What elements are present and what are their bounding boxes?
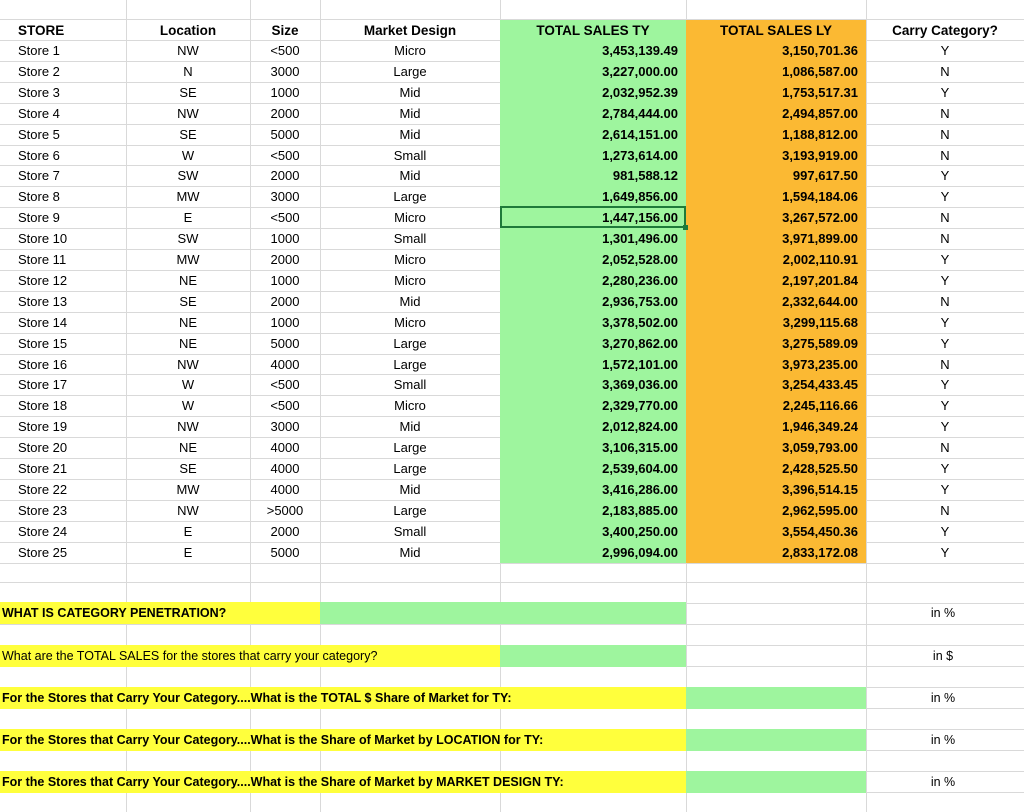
cell-size[interactable]: 2000 [270, 293, 300, 309]
cell-carry-category[interactable]: N [940, 126, 950, 142]
cell-total-sales-ty[interactable]: 1,447,156.00 [500, 207, 686, 228]
cell-size[interactable]: 2000 [270, 168, 300, 184]
cell-carry-category[interactable]: Y [940, 544, 950, 560]
cell-carry-category[interactable]: Y [940, 335, 950, 351]
cell-location[interactable]: N [183, 63, 193, 79]
cell-carry-category[interactable]: N [940, 231, 950, 247]
cell-location[interactable]: NE [178, 272, 198, 288]
header-total-sales-ly[interactable]: TOTAL SALES LY [686, 20, 866, 41]
cell-carry-category[interactable]: N [940, 502, 950, 518]
header-market-design[interactable]: Market Design [363, 23, 457, 38]
cell-total-sales-ty[interactable]: 3,378,502.00 [500, 312, 686, 333]
cell-store[interactable]: Store 22 [18, 481, 68, 497]
cell-total-sales-ty[interactable]: 2,936,753.00 [500, 291, 686, 312]
cell-market-design[interactable]: Mid [399, 293, 421, 309]
selected-cell-highlight [500, 206, 686, 228]
cell-market-design[interactable]: Micro [394, 314, 426, 330]
cell-carry-category[interactable]: Y [940, 314, 950, 330]
cell-store[interactable]: Store 20 [18, 440, 68, 456]
cell-total-sales-ty[interactable]: 1,649,856.00 [500, 186, 686, 207]
cell-location[interactable]: E [183, 523, 193, 539]
cell-carry-category[interactable]: Y [940, 481, 950, 497]
cell-total-sales-ty[interactable]: 3,400,250.00 [500, 521, 686, 542]
cell-size[interactable]: 5000 [270, 544, 300, 560]
cell-market-design[interactable]: Large [393, 440, 427, 456]
cell-market-design[interactable]: Large [393, 189, 427, 205]
cell-total-sales-ty[interactable]: 3,369,036.00 [500, 374, 686, 395]
cell-total-sales-ty[interactable]: 2,784,444.00 [500, 103, 686, 124]
question-share-by-market-design[interactable]: For the Stores that Carry Your Category....What is the Share of Market by MARKET DESIGN TY: [0, 771, 686, 793]
cell-total-sales-ly[interactable]: 3,554,450.36 [686, 521, 866, 542]
cell-store[interactable]: Store 19 [18, 419, 68, 435]
cell-total-sales-ly[interactable]: 3,254,433.45 [686, 374, 866, 395]
cell-carry-category[interactable]: N [940, 147, 950, 163]
cell-carry-category[interactable]: N [940, 105, 950, 121]
header-total-sales-ty[interactable]: TOTAL SALES TY [500, 20, 686, 41]
cell-carry-category[interactable]: Y [940, 272, 950, 288]
cell-carry-category[interactable]: Y [940, 189, 950, 205]
cell-size[interactable]: <500 [270, 210, 300, 226]
cell-size[interactable]: 5000 [270, 335, 300, 351]
cell-size[interactable]: 2000 [270, 523, 300, 539]
cell-location[interactable]: NE [178, 440, 198, 456]
cell-carry-category[interactable]: Y [940, 461, 950, 476]
cell-total-sales-ly[interactable]: 3,193,919.00 [686, 145, 866, 166]
cell-location[interactable]: SE [179, 126, 197, 142]
cell-total-sales-ly[interactable]: 1,188,812.00 [686, 124, 866, 145]
cell-size[interactable]: <500 [270, 43, 300, 58]
cell-total-sales-ly[interactable]: 3,059,793.00 [686, 437, 866, 458]
cell-size[interactable]: 1000 [270, 314, 300, 330]
cell-store[interactable]: Store 21 [18, 461, 68, 476]
cell-size[interactable]: <500 [270, 398, 300, 414]
cell-location[interactable]: E [183, 210, 193, 226]
question-share-of-market-ty[interactable]: For the Stores that Carry Your Category....What is the TOTAL $ Share of Market for TY: [0, 687, 686, 709]
cell-size[interactable]: 1000 [270, 231, 300, 247]
answer-share-by-market-design[interactable] [686, 771, 866, 793]
row-divider [0, 582, 1024, 583]
cell-market-design[interactable]: Small [393, 231, 427, 247]
answer-share-by-location[interactable] [686, 729, 866, 751]
cell-store[interactable]: Store 7 [18, 168, 60, 184]
cell-market-design[interactable]: Micro [394, 252, 426, 267]
cell-total-sales-ly[interactable]: 1,946,349.24 [686, 416, 866, 437]
header-size[interactable]: Size [271, 23, 299, 38]
cell-market-design[interactable]: Micro [394, 398, 426, 414]
question-share-by-location[interactable]: For the Stores that Carry Your Category....What is the Share of Market by LOCATION for TY: [0, 729, 686, 751]
header-carry-category[interactable]: Carry Category? [892, 23, 998, 38]
cell-market-design[interactable]: Mid [399, 105, 421, 121]
cell-market-design[interactable]: Mid [399, 419, 421, 435]
cell-size[interactable]: 2000 [270, 252, 300, 267]
cell-location[interactable]: SE [179, 293, 197, 309]
cell-location[interactable]: NW [177, 105, 199, 121]
cell-size[interactable]: 3000 [270, 189, 300, 205]
cell-carry-category[interactable]: Y [940, 377, 950, 393]
cell-location[interactable]: NW [177, 502, 199, 518]
cell-total-sales-ty[interactable]: 2,329,770.00 [500, 395, 686, 416]
cell-carry-category[interactable]: N [940, 440, 950, 456]
cell-store[interactable]: Store 11 [18, 252, 67, 267]
cell-location[interactable]: W [181, 377, 195, 393]
cell-carry-category[interactable]: N [940, 293, 950, 309]
cell-market-design[interactable]: Large [393, 502, 427, 518]
cell-total-sales-ly[interactable]: 3,396,514.15 [686, 479, 866, 500]
cell-carry-category[interactable]: Y [940, 419, 950, 435]
cell-carry-category[interactable]: Y [940, 43, 950, 58]
cell-total-sales-ty[interactable]: 2,052,528.00 [500, 249, 686, 270]
cell-size[interactable]: 2000 [270, 105, 300, 121]
cell-location[interactable]: NW [177, 419, 199, 435]
cell-carry-category[interactable]: N [940, 210, 950, 226]
question-total-sales-carry[interactable]: What are the TOTAL SALES for the stores that carry your category? [0, 645, 500, 667]
cell-total-sales-ty[interactable]: 2,032,952.39 [500, 82, 686, 103]
unit-total-sales-carry: in $ [932, 649, 954, 663]
cell-store[interactable]: Store 14 [18, 314, 68, 330]
cell-size[interactable]: 3000 [270, 63, 300, 79]
cell-store[interactable]: Store 15 [18, 335, 68, 351]
row-divider [0, 624, 1024, 625]
cell-total-sales-ly[interactable]: 997,617.50 [686, 165, 866, 186]
cell-total-sales-ly[interactable]: 2,494,857.00 [686, 103, 866, 124]
cell-market-design[interactable]: Mid [399, 544, 421, 560]
cell-total-sales-ly[interactable]: 3,971,899.00 [686, 228, 866, 249]
cell-total-sales-ly[interactable]: 2,197,201.84 [686, 270, 866, 291]
cell-market-design[interactable]: Large [393, 63, 427, 79]
cell-market-design[interactable]: Small [393, 523, 427, 539]
cell-market-design[interactable]: Mid [399, 126, 421, 142]
cell-store[interactable]: Store 10 [18, 231, 68, 247]
answer-share-of-market-ty[interactable] [686, 687, 866, 709]
cell-total-sales-ly[interactable]: 3,150,701.36 [686, 40, 866, 61]
cell-store[interactable]: Store 5 [18, 126, 60, 142]
cell-store[interactable]: Store 23 [18, 502, 68, 518]
cell-carry-category[interactable]: Y [940, 523, 950, 539]
cell-store[interactable]: Store 25 [18, 544, 68, 560]
cell-carry-category[interactable]: Y [940, 84, 950, 100]
cell-location[interactable]: MW [176, 252, 200, 267]
cell-location[interactable]: SW [177, 168, 199, 184]
cell-market-design[interactable]: Mid [399, 481, 421, 497]
cell-total-sales-ty[interactable]: 2,280,236.00 [500, 270, 686, 291]
cell-total-sales-ly[interactable]: 3,973,235.00 [686, 354, 866, 375]
cell-market-design[interactable]: Micro [394, 272, 426, 288]
cell-carry-category[interactable]: N [940, 63, 950, 79]
cell-carry-category[interactable]: Y [940, 398, 950, 414]
cell-total-sales-ly[interactable]: 3,267,572.00 [686, 207, 866, 228]
cell-market-design[interactable]: Mid [399, 168, 421, 184]
cell-total-sales-ty[interactable]: 2,012,824.00 [500, 416, 686, 437]
cell-store[interactable]: Store 8 [18, 189, 60, 205]
row-divider [0, 563, 1024, 564]
cell-market-design[interactable]: Small [393, 377, 427, 393]
cell-market-design[interactable]: Large [393, 335, 427, 351]
cell-total-sales-ty[interactable]: 3,106,315.00 [500, 437, 686, 458]
cell-total-sales-ty[interactable]: 2,539,604.00 [500, 458, 686, 479]
cell-size[interactable]: 4000 [270, 356, 300, 372]
cell-total-sales-ly[interactable]: 1,753,517.31 [686, 82, 866, 103]
cell-store[interactable]: Store 17 [18, 377, 68, 393]
cell-store[interactable]: Store 1 [18, 43, 60, 58]
cell-total-sales-ly[interactable]: 2,962,595.00 [686, 500, 866, 521]
cell-store[interactable]: Store 9 [18, 210, 60, 226]
cell-location[interactable]: NE [178, 314, 198, 330]
cell-store[interactable]: Store 6 [18, 147, 60, 163]
cell-store[interactable]: Store 24 [18, 523, 68, 539]
cell-size[interactable]: 1000 [270, 84, 300, 100]
fill-handle[interactable] [683, 225, 688, 230]
cell-market-design[interactable]: Large [393, 461, 427, 476]
cell-store[interactable]: Store 12 [18, 272, 68, 288]
cell-total-sales-ty[interactable]: 1,301,496.00 [500, 228, 686, 249]
cell-market-design[interactable]: Micro [394, 43, 426, 58]
cell-store[interactable]: Store 16 [18, 356, 68, 372]
cell-location[interactable]: MW [176, 189, 200, 205]
cell-total-sales-ty[interactable]: 2,183,885.00 [500, 500, 686, 521]
cell-total-sales-ly[interactable]: 1,086,587.00 [686, 61, 866, 82]
cell-location[interactable]: W [181, 147, 195, 163]
cell-location[interactable]: NW [177, 43, 199, 58]
cell-size[interactable]: 4000 [270, 440, 300, 456]
cell-location[interactable]: SE [179, 461, 197, 476]
cell-total-sales-ly[interactable]: 2,002,110.91 [686, 249, 866, 270]
cell-location[interactable]: NW [177, 356, 199, 372]
cell-size[interactable]: <500 [270, 377, 300, 393]
cell-total-sales-ty[interactable]: 2,996,094.00 [500, 542, 686, 563]
answer-category-penetration[interactable] [320, 602, 686, 624]
cell-total-sales-ty[interactable]: 2,614,151.00 [500, 124, 686, 145]
cell-carry-category[interactable]: Y [940, 168, 950, 184]
cell-store[interactable]: Store 4 [18, 105, 60, 121]
cell-size[interactable]: 4000 [270, 461, 300, 476]
unit-category-penetration: in % [930, 606, 956, 620]
cell-carry-category[interactable]: Y [940, 252, 950, 267]
cell-location[interactable]: NE [178, 335, 198, 351]
cell-total-sales-ty[interactable]: 3,416,286.00 [500, 479, 686, 500]
cell-store[interactable]: Store 3 [18, 84, 60, 100]
unit-share-by-market-design: in % [930, 775, 956, 789]
header-location[interactable]: Location [159, 23, 217, 38]
header-store[interactable]: STORE [18, 23, 65, 38]
cell-total-sales-ly[interactable]: 2,833,172.08 [686, 542, 866, 563]
question-category-penetration[interactable]: WHAT IS CATEGORY PENETRATION? [0, 602, 320, 624]
cell-location[interactable]: SW [177, 231, 199, 247]
cell-location[interactable]: MW [176, 481, 200, 497]
cell-size[interactable]: 1000 [270, 272, 300, 288]
cell-total-sales-ty[interactable]: 1,273,614.00 [500, 145, 686, 166]
cell-market-design[interactable]: Large [393, 356, 427, 372]
cell-total-sales-ty[interactable]: 3,270,862.00 [500, 333, 686, 354]
cell-total-sales-ty[interactable]: 1,572,101.00 [500, 354, 686, 375]
cell-store[interactable]: Store 2 [18, 63, 60, 79]
answer-total-sales-carry[interactable] [500, 645, 686, 667]
cell-total-sales-ty[interactable]: 3,453,139.49 [500, 40, 686, 61]
cell-total-sales-ly[interactable]: 2,332,644.00 [686, 291, 866, 312]
cell-store[interactable]: Store 18 [18, 398, 68, 414]
cell-location[interactable]: SE [179, 84, 197, 100]
cell-total-sales-ly[interactable]: 3,299,115.68 [686, 312, 866, 333]
cell-carry-category[interactable]: N [940, 356, 950, 372]
cell-market-design[interactable]: Small [393, 147, 427, 163]
cell-location[interactable]: W [181, 398, 195, 414]
unit-share-of-market-ty: in % [930, 691, 956, 705]
cell-size[interactable]: 5000 [270, 126, 300, 142]
cell-market-design[interactable]: Mid [399, 84, 421, 100]
unit-share-by-location: in % [930, 733, 956, 747]
cell-total-sales-ly[interactable]: 2,245,116.66 [686, 395, 866, 416]
cell-store[interactable]: Store 13 [18, 293, 68, 309]
cell-size[interactable]: 3000 [270, 419, 300, 435]
cell-size[interactable]: <500 [270, 147, 300, 163]
cell-size[interactable]: 4000 [270, 481, 300, 497]
cell-total-sales-ly[interactable]: 2,428,525.50 [686, 458, 866, 479]
cell-total-sales-ly[interactable]: 3,275,589.09 [686, 333, 866, 354]
cell-total-sales-ly[interactable]: 1,594,184.06 [686, 186, 866, 207]
cell-size[interactable]: >5000 [266, 502, 304, 518]
cell-total-sales-ty[interactable]: 3,227,000.00 [500, 61, 686, 82]
cell-location[interactable]: E [183, 544, 193, 560]
cell-market-design[interactable]: Micro [394, 210, 426, 226]
cell-total-sales-ty[interactable]: 981,588.12 [500, 165, 686, 186]
